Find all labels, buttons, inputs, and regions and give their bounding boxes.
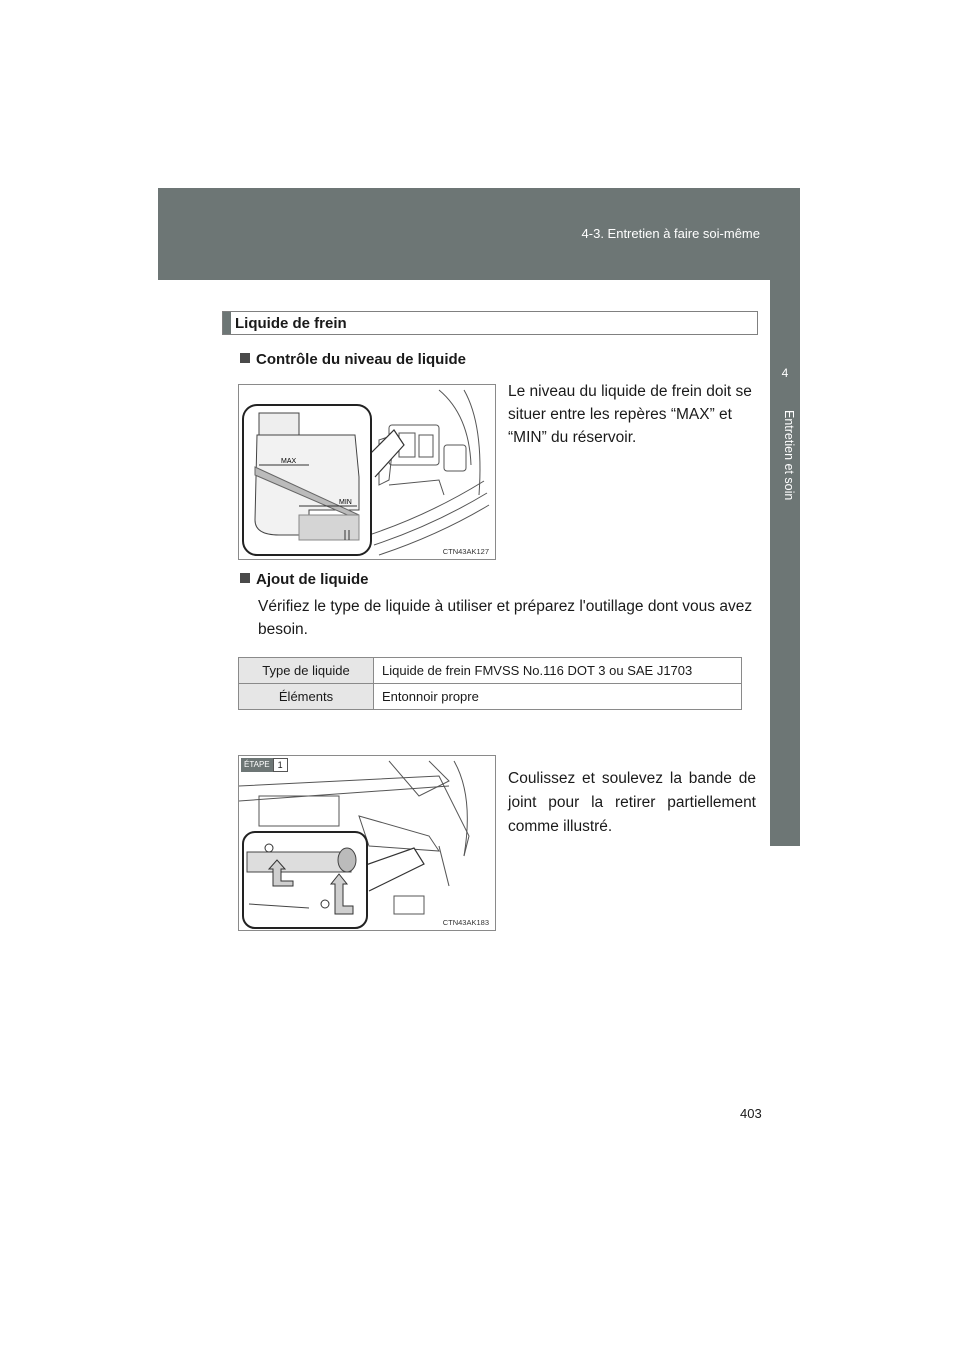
chapter-label: Entretien et soin — [782, 410, 796, 501]
brake-reservoir-illustration — [239, 385, 495, 559]
figure-seal-strip — [238, 755, 496, 931]
table-row — [239, 658, 742, 684]
page-number: 403 — [740, 1106, 762, 1121]
table-row — [239, 684, 742, 710]
section-accent — [223, 312, 231, 334]
fluid-spec-table — [238, 657, 742, 710]
section-title-bar — [222, 311, 758, 335]
seal-strip-illustration — [239, 756, 495, 930]
step-badge-label: ÉTAPE — [241, 758, 273, 772]
chapter-number: 4 — [781, 366, 789, 380]
subheading-level-check — [240, 351, 466, 368]
table-cell-value: Liquide de frein FMVSS No.116 DOT 3 ou SAE J1703 — [374, 658, 742, 684]
table-cell-value: Entonnoir propre — [374, 684, 742, 710]
figure-brake-reservoir — [238, 384, 496, 560]
header-band — [158, 188, 800, 280]
figure-code: CTN43AK183 — [442, 918, 489, 927]
subheading-adding-fluid — [240, 571, 369, 588]
section-title: Liquide de frein — [235, 315, 347, 332]
step1-paragraph: Coulissez et soulevez la bande de joint pour la retirer partiellement comme illustré. — [508, 770, 756, 835]
max-mark-label: MAX — [281, 458, 297, 465]
subheading-level-check-text: Contrôle du niveau de liquide — [256, 351, 467, 368]
min-mark-label: MIN — [339, 499, 352, 506]
table-cell-label: Type de liquide — [239, 658, 374, 684]
step-badge — [241, 758, 288, 772]
step-badge-number: 1 — [273, 758, 288, 772]
table-cell-label: Éléments — [239, 684, 374, 710]
level-check-paragraph: Le niveau du liquide de frein doit se situer entre les repères “MAX” et “MIN” du réservoir. — [508, 383, 752, 446]
chapter-side-tab — [770, 280, 800, 846]
square-bullet-icon — [240, 353, 250, 363]
header-section-title: 4-3. Entretien à faire soi-même — [581, 226, 760, 241]
square-bullet-icon — [240, 573, 250, 583]
subheading-adding-fluid-text: Ajout de liquide — [256, 571, 369, 588]
figure-code: CTN43AK127 — [442, 547, 489, 556]
adding-fluid-paragraph: Vérifiez le type de liquide à utiliser et préparez l'outillage dont vous avez besoin. — [258, 598, 753, 638]
